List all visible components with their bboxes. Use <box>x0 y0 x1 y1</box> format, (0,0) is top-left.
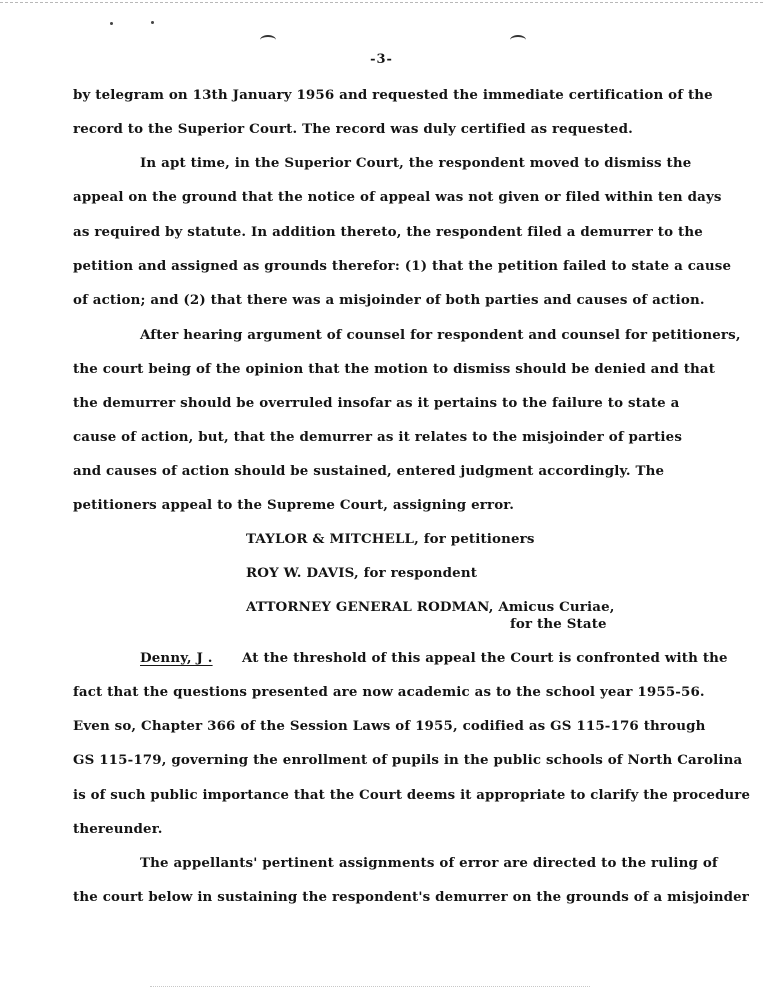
text-line: the demurrer should be overruled insofar as it pertains to the failure to state a <box>73 395 680 411</box>
text-line: is of such public importance that the Court deems it appropriate to clarify the procedure <box>73 787 751 803</box>
text-line: In apt time, in the Superior Court, the respondent moved to dismiss the <box>140 155 692 171</box>
text-line: fact that the questions presented are now academic as to the school year 1955-56. <box>73 684 705 700</box>
counsel-petitioners: TAYLOR & MITCHELL, for petitioners <box>246 531 535 547</box>
scan-bottom-edge <box>150 986 590 987</box>
text-line: Even so, Chapter 366 of the Session Laws of 1955, codified as GS 115-176 through <box>73 718 706 734</box>
text-line: appeal on the ground that the notice of appeal was not given or filed within ten days <box>73 189 722 205</box>
text-line: petitioners appeal to the Supreme Court, assigning error. <box>73 497 515 513</box>
scan-top-edge <box>0 2 763 3</box>
text-line: as required by statute. In addition thereto, the respondent filed a demurrer to the <box>73 224 703 240</box>
text-line: The appellants' pertinent assignments of error are directed to the ruling of <box>140 855 718 871</box>
text-line: by telegram on 13th January 1956 and requested the immediate certification of the <box>73 87 713 103</box>
text-line: After hearing argument of counsel for respondent and counsel for petitioners, <box>140 327 741 343</box>
page-number: -3- <box>370 52 393 67</box>
counsel-amicus-state: for the State <box>510 616 607 632</box>
scan-speck <box>151 21 154 24</box>
text-line: record to the Superior Court. The record was duly certified as requested. <box>73 121 633 137</box>
text-line: the court being of the opinion that the motion to dismiss should be denied and that <box>73 361 716 377</box>
text-line: the court below in sustaining the respondent's demurrer on the grounds of a misjoinder <box>73 889 749 905</box>
text-line: GS 115-179, governing the enrollment of pupils in the public schools of North Carolina <box>73 752 743 768</box>
text-line: of action; and (2) that there was a misjoinder of both parties and causes of action. <box>73 292 705 308</box>
counsel-respondent: ROY W. DAVIS, for respondent <box>246 565 478 581</box>
text-line: cause of action, but, that the demurrer as it relates to the misjoinder of parties <box>73 429 683 445</box>
scan-mark <box>510 35 526 45</box>
text-line: petition and assigned as grounds therefor: (1) that the petition failed to state a cause <box>73 258 732 274</box>
text-line: At the threshold of this appeal the Court is confronted with the <box>242 650 728 666</box>
counsel-amicus: ATTORNEY GENERAL RODMAN, Amicus Curiae, <box>246 599 615 615</box>
text-line: and causes of action should be sustained, entered judgment accordingly. The <box>73 463 665 479</box>
scan-speck <box>110 22 113 25</box>
scan-mark <box>260 35 276 45</box>
judge-name: Denny, J . <box>140 650 213 666</box>
text-line: thereunder. <box>73 821 163 837</box>
